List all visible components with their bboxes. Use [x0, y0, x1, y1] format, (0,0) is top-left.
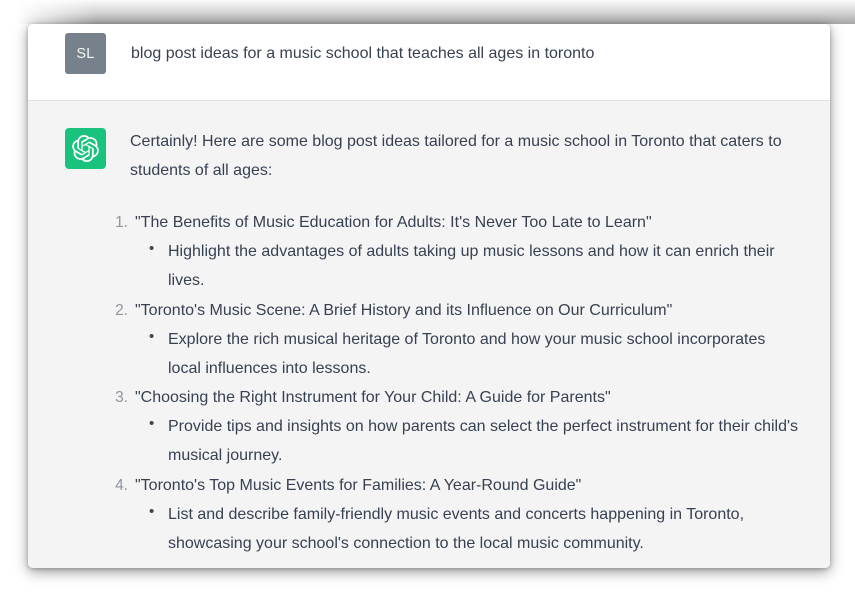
list-item [147, 325, 802, 384]
idea-detail-list [147, 325, 814, 384]
bullet-icon: • [149, 327, 155, 345]
user-avatar [65, 33, 106, 74]
list-item [115, 296, 814, 384]
assistant-message [28, 100, 830, 568]
idea-title: "Toronto's Music Scene: A Brief History and its Influence on Our Curriculum" [135, 301, 673, 319]
list-item [147, 500, 802, 559]
top-shadow-band [16, 0, 855, 24]
idea-detail-list [147, 237, 814, 296]
blog-ideas-list [115, 208, 814, 558]
list-item [147, 237, 802, 296]
idea-detail-list [147, 500, 814, 559]
assistant-intro-text: Certainly! Here are some blog post ideas tailored for a music school in Toronto that caters to students of all ages: [130, 133, 782, 179]
bullet-icon: • [149, 240, 155, 257]
idea-title: "Choosing the Right Instrument for Your Child: A Guide for Parents" [135, 389, 611, 407]
list-item [115, 471, 814, 559]
bullet-icon: • [149, 415, 155, 433]
chatgpt-logo-icon [65, 128, 106, 169]
user-message [28, 24, 830, 100]
idea-detail-list [147, 412, 814, 471]
list-number: 1. [115, 214, 128, 231]
bullet-icon: • [149, 502, 155, 520]
idea-detail-text: List and describe family-friendly music events and concerts happening in Toronto, showcasing your school's connection to the local music community. [168, 505, 745, 553]
conversation-card [28, 24, 830, 568]
list-number: 4. [115, 476, 128, 494]
idea-detail-text: Highlight the advantages of adults taking up music lessons and how it can enrich their lives. [168, 243, 775, 290]
list-number: 2. [115, 301, 128, 319]
idea-title: "The Benefits of Music Education for Adults: It's Never Too Late to Learn" [135, 214, 652, 231]
idea-title: "Toronto's Top Music Events for Families: A Year-Round Guide" [135, 476, 582, 494]
list-item [147, 412, 802, 471]
user-avatar-initials: SL [76, 45, 95, 62]
user-message-text: blog post ideas for a music school that teaches all ages in toronto [131, 45, 595, 62]
idea-detail-text: Provide tips and insights on how parents can select the perfect instrument for their child's musical journey. [168, 418, 799, 465]
list-item [115, 208, 814, 296]
list-item [115, 383, 814, 471]
idea-detail-text: Explore the rich musical heritage of Toronto and how your music school incorporates local influences into lessons. [168, 330, 766, 377]
assistant-message-body [115, 127, 814, 568]
list-number: 3. [115, 389, 128, 407]
